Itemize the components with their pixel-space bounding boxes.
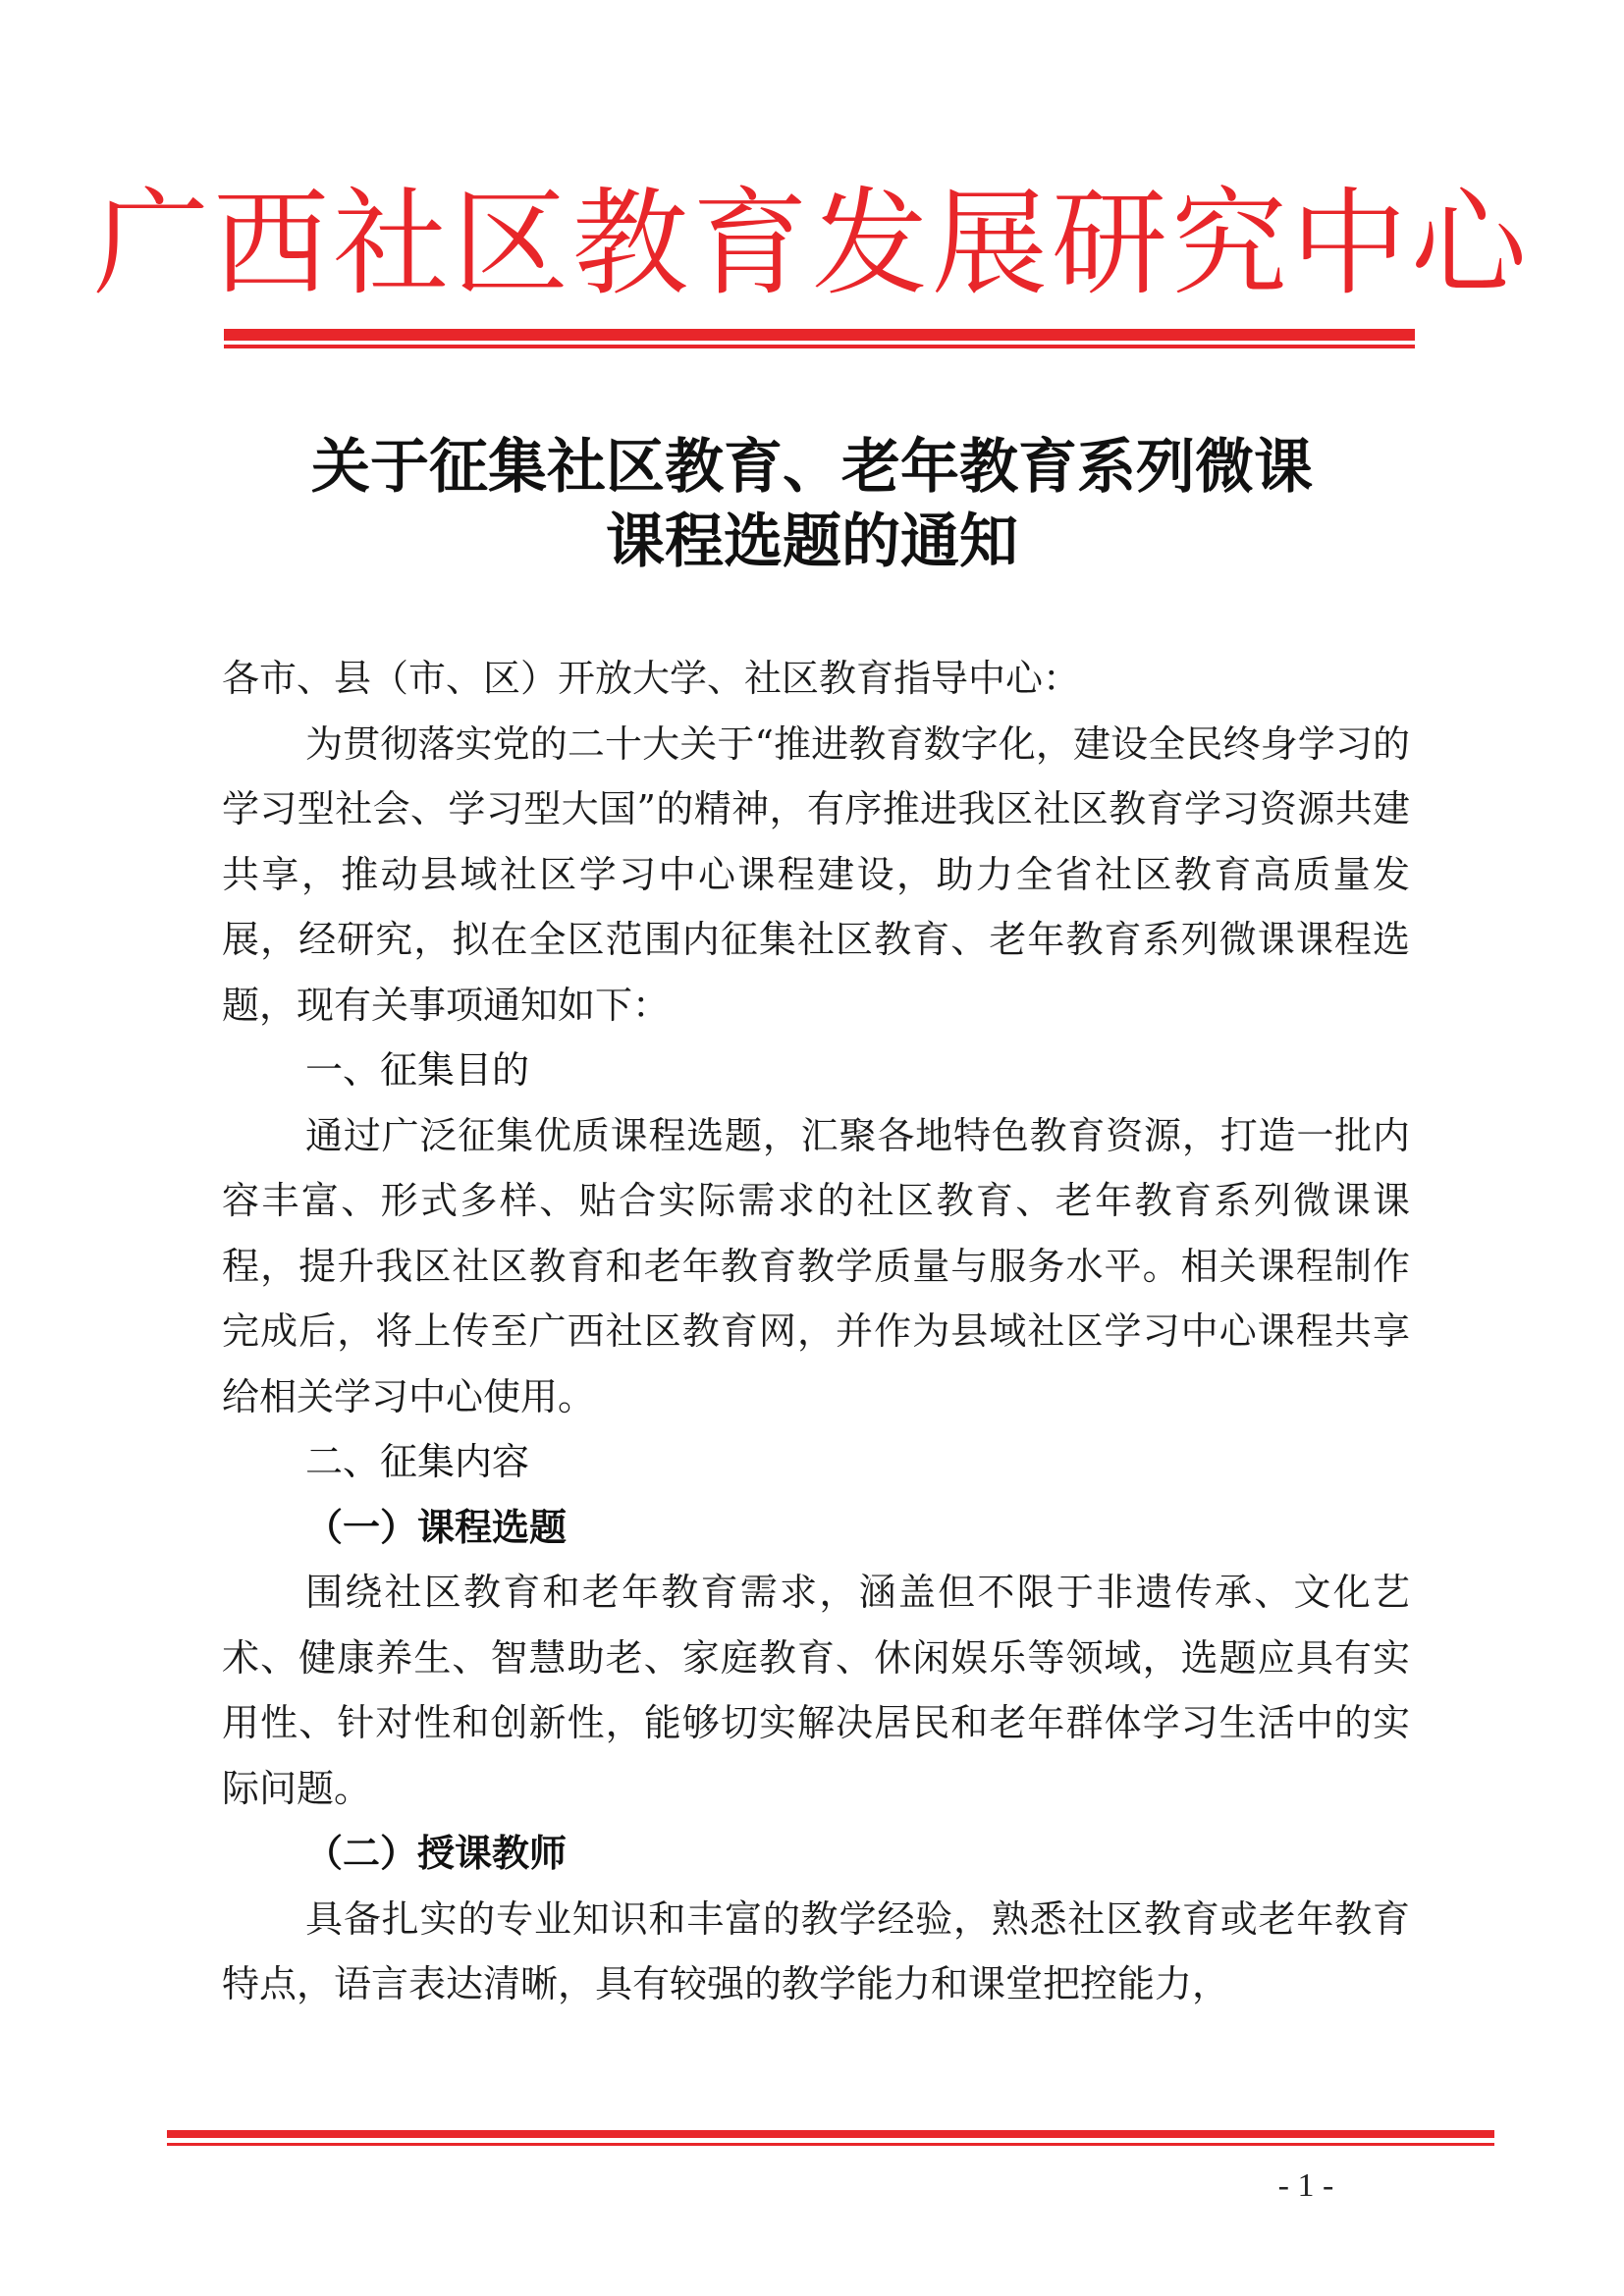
teacher-paragraph: 具备扎实的专业知识和丰富的教学经验，熟悉社区教育或老年教育特点，语言表达清晰，具有较强的教学能力和课堂把控能力，	[222, 1896, 1410, 2005]
purpose-paragraph: 通过广泛征集优质课程选题，汇聚各地特色教育资源，打造一批内容丰富、形式多样、贴合实际需求的社区教育、老年教育系列微课课程，提升我区社区教育和老年教育教学质量与服务水平。相关课程制作完成后，将上传至广西社区教育网，并作为县域社区学习中心课程共享给相关学习中心使用。	[222, 1113, 1410, 1418]
document-title-line2: 课程选题的通知	[606, 507, 1018, 576]
section-heading-purpose: 一、征集目的	[305, 1048, 530, 1092]
masthead-rule-thick	[224, 329, 1415, 341]
salutation: 各市、县（市、区）开放大学、社区教育指导中心：	[222, 657, 1081, 700]
subheading-teacher: （二）授课教师	[305, 1831, 568, 1875]
footer-rule-thin	[167, 2143, 1494, 2146]
footer-rule-thick	[167, 2130, 1494, 2138]
subheading-course-topic: （一）课程选题	[305, 1504, 568, 1549]
masthead-rule-thin	[224, 345, 1415, 348]
document-body	[222, 646, 1410, 2017]
masthead: 广西社区教育发展研究中心	[92, 176, 1531, 311]
document-title-line1: 关于征集社区教育、老年教育系列微课	[311, 433, 1313, 502]
intro-paragraph: 为贯彻落实党的二十大关于“推进教育数字化，建设全民终身学习的学习型社会、学习型大国”的精神，有序推进我区社区教育学习资源共建共享，推动县域社区学习中心课程建设，助力全省社区教育高质量发展，经研究，拟在全区范围内征集社区教育、老年教育系列微课课程选题，现有关事项通知如下：	[222, 721, 1410, 1027]
page-number: - 1 -	[1277, 2167, 1334, 2204]
section-heading-content: 二、征集内容	[305, 1440, 530, 1483]
course-topic-paragraph: 围绕社区教育和老年教育需求，涵盖但不限于非遗传承、文化艺术、健康养生、智慧助老、家庭教育、休闲娱乐等领域，选题应具有实用性、针对性和创新性，能够切实解决居民和老年群体学习生活中的实际问题。	[222, 1571, 1410, 1810]
